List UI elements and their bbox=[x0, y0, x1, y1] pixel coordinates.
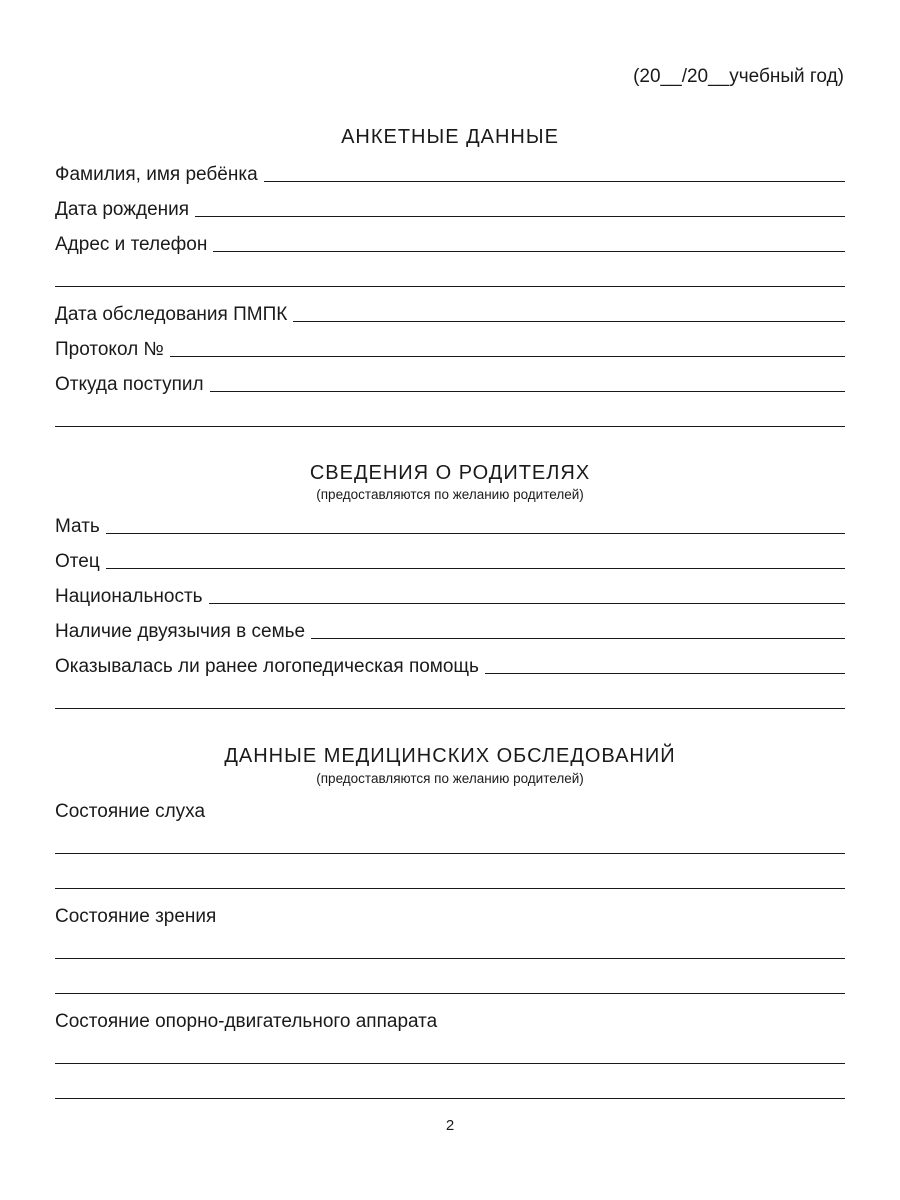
fill-line[interactable] bbox=[55, 708, 845, 709]
fill-line[interactable] bbox=[293, 321, 845, 322]
fill-line[interactable] bbox=[106, 568, 845, 569]
fill-line[interactable] bbox=[311, 638, 845, 639]
fill-line[interactable] bbox=[55, 1063, 845, 1064]
section-title-medical: ДАННЫЕ МЕДИЦИНСКИХ ОБСЛЕДОВАНИЙ bbox=[224, 745, 676, 767]
section-subtitle: (предоставляются по желанию родителей) bbox=[316, 771, 584, 786]
field-mother[interactable] bbox=[55, 514, 845, 538]
fill-line[interactable] bbox=[195, 216, 845, 217]
field-protocol-number[interactable] bbox=[55, 337, 845, 361]
field-birth-date[interactable] bbox=[55, 197, 845, 221]
fill-line[interactable] bbox=[55, 1098, 845, 1099]
section-title-parents: СВЕДЕНИЯ О РОДИТЕЛЯХ bbox=[309, 462, 591, 484]
field-bilingualism[interactable] bbox=[55, 619, 845, 643]
section-subtitle: (предоставляются по желанию родителей) bbox=[316, 487, 584, 502]
field-nationality[interactable] bbox=[55, 584, 845, 608]
field-label: Дата обследования ПМПК bbox=[55, 304, 288, 325]
field-label: Адрес и телефон bbox=[55, 234, 208, 255]
fill-line[interactable] bbox=[210, 391, 845, 392]
fill-line[interactable] bbox=[55, 888, 845, 889]
fill-line[interactable] bbox=[55, 958, 845, 959]
page-number: 2 bbox=[445, 1117, 455, 1134]
fill-line[interactable] bbox=[55, 853, 845, 854]
field-label: Дата рождения bbox=[55, 199, 190, 220]
field-label-musculoskeletal: Состояние опорно-двигательного аппарата bbox=[55, 1011, 438, 1032]
field-prior-speech-therapy[interactable] bbox=[55, 654, 845, 678]
field-label: Мать bbox=[55, 516, 100, 537]
fill-line[interactable] bbox=[209, 603, 845, 604]
field-label: Наличие двуязычия в семье bbox=[55, 621, 306, 642]
fill-line[interactable] bbox=[213, 251, 845, 252]
field-father[interactable] bbox=[55, 549, 845, 573]
field-pmpk-exam-date[interactable] bbox=[55, 302, 845, 326]
fill-line[interactable] bbox=[55, 286, 845, 287]
field-child-name[interactable] bbox=[55, 162, 845, 186]
field-label: Национальность bbox=[55, 586, 203, 607]
fill-line[interactable] bbox=[55, 993, 845, 994]
fill-line[interactable] bbox=[170, 356, 845, 357]
academic-year: (20__/20__учебный год) bbox=[633, 66, 844, 87]
field-label: Откуда поступил bbox=[55, 374, 204, 395]
field-label: Оказывалась ли ранее логопедическая помощь bbox=[55, 656, 479, 677]
field-label: Фамилия, имя ребёнка bbox=[55, 164, 258, 185]
field-referred-from[interactable] bbox=[55, 372, 845, 396]
section-title-personal-data: АНКЕТНЫЕ ДАННЫЕ bbox=[341, 126, 559, 148]
field-label: Отец bbox=[55, 551, 100, 572]
field-label: Протокол № bbox=[55, 339, 164, 360]
fill-line[interactable] bbox=[106, 533, 845, 534]
fill-line[interactable] bbox=[264, 181, 845, 182]
fill-line[interactable] bbox=[55, 426, 845, 427]
field-label-hearing: Состояние слуха bbox=[55, 801, 206, 822]
field-address-phone[interactable] bbox=[55, 232, 845, 256]
fill-line[interactable] bbox=[485, 673, 845, 674]
field-label-vision: Состояние зрения bbox=[55, 906, 217, 927]
